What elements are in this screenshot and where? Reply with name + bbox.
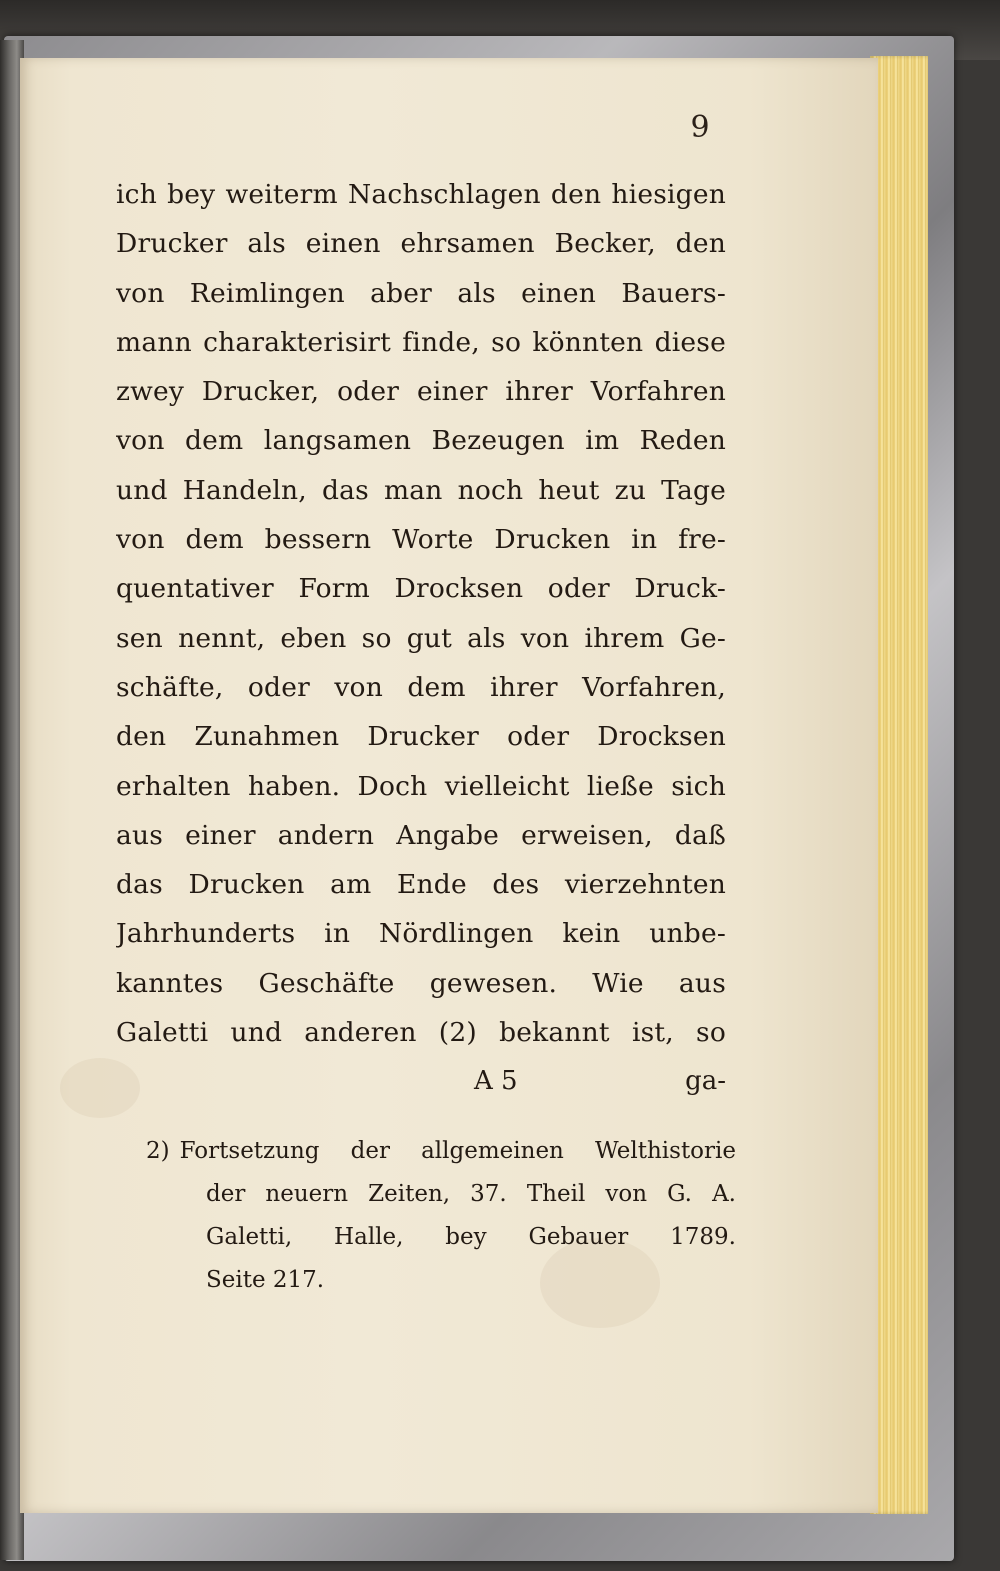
text-line: zwey Drucker, oder einer ihrer Vorfahren xyxy=(116,376,726,408)
catchword: ga- xyxy=(685,1066,726,1096)
text-line: ich bey weiterm Nachschlagen den hiesigen xyxy=(116,179,726,210)
text-line: sen nennt, eben so gut als von ihrem Ge- xyxy=(116,622,726,654)
footnote-line: der neuern Zeiten, 37. Theil von G. A. xyxy=(206,1181,736,1207)
footnote-text: Fortsetzung der allgemeinen Welthistorie xyxy=(179,1138,736,1164)
text-line: und Handeln, das man noch heut zu Tage xyxy=(116,474,726,506)
text-line: das Drucken am Ende des vierzehnten xyxy=(116,869,726,901)
footnote-line: Galetti, Halle, bey Gebauer 1789. xyxy=(206,1224,736,1250)
signature-mark: A 5 xyxy=(474,1066,518,1096)
text-line: schäfte, oder von dem ihrer Vorfahren, xyxy=(116,671,726,703)
text-line: aus einer andern Angabe erweisen, daß xyxy=(116,819,726,851)
footnote-line xyxy=(146,1130,736,1173)
text-line: kanntes Geschäfte gewesen. Wie aus xyxy=(116,967,726,999)
text-line: erhalten haben. Doch vielleicht ließe sich xyxy=(116,770,726,802)
text-line: Jahrhunderts in Nördlingen kein unbe- xyxy=(116,918,726,950)
footnote xyxy=(146,1130,736,1302)
text-line: quentativer Form Drocksen oder Druck- xyxy=(116,573,726,605)
page-edges xyxy=(870,56,928,1514)
text-line: von dem bessern Worte Drucken in fre- xyxy=(116,524,726,556)
text-line: von dem langsamen Bezeugen im Reden xyxy=(116,425,726,457)
text-line: Drucker als einen ehrsamen Becker, den xyxy=(116,228,726,260)
footnote-marker: 2) xyxy=(146,1138,170,1164)
text-line: von Reimlingen aber als einen Bauers- xyxy=(116,277,726,309)
text-line: den Zunahmen Drucker oder Drocksen xyxy=(116,721,726,753)
signature-line xyxy=(116,1058,726,1104)
text-line: mann charakterisirt finde, so könnten diese xyxy=(116,326,726,358)
text-line: Galetti und anderen (2) bekannt ist, so xyxy=(116,1017,726,1049)
footnote-line: Seite 217. xyxy=(206,1267,325,1293)
body-text xyxy=(116,170,726,1057)
page-number: 9 xyxy=(690,110,710,145)
